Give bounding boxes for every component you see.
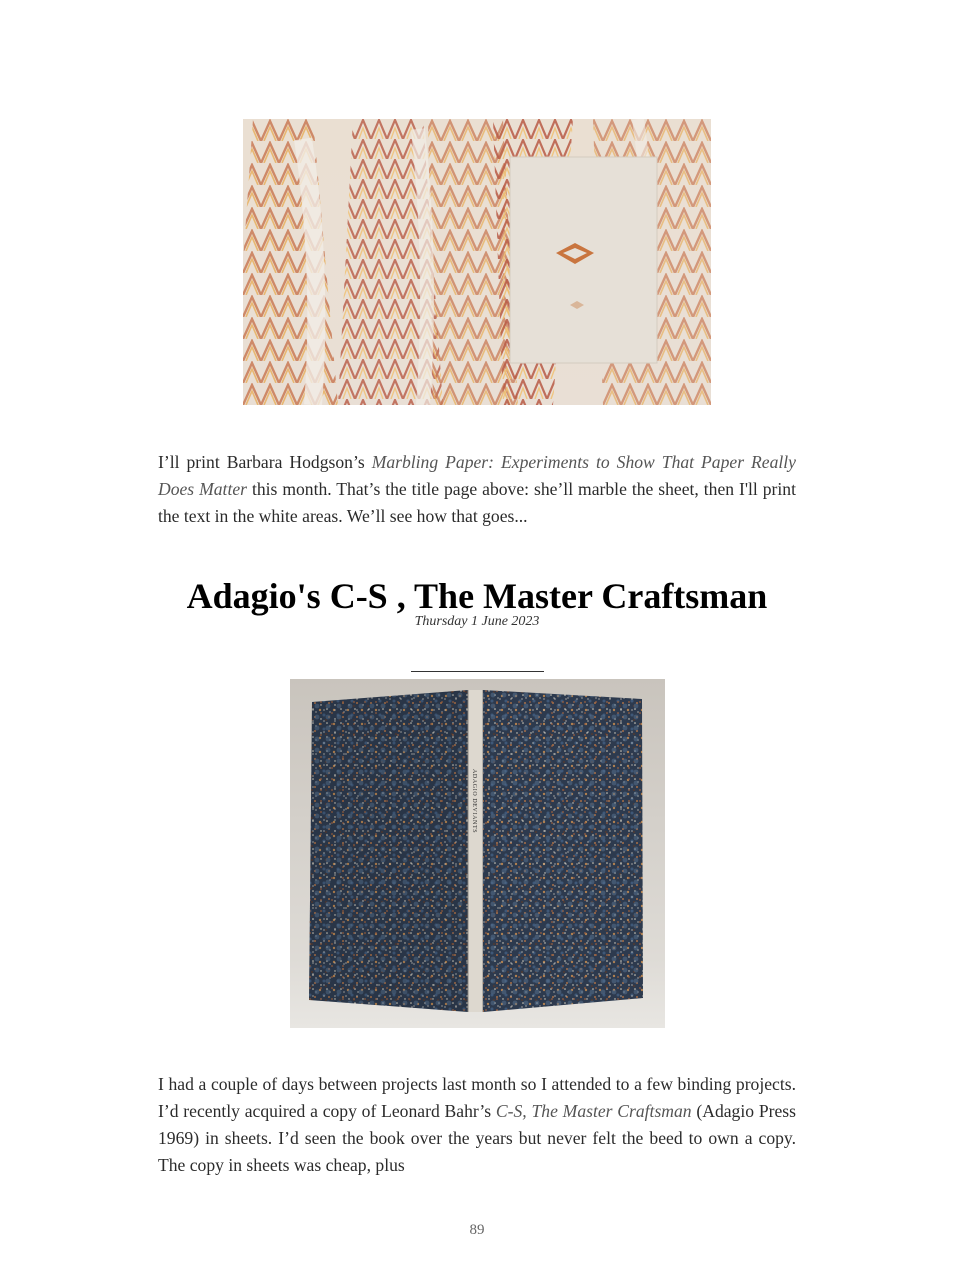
intro-book-title: Marbling Paper: Experiments to Show That Paper Really Does Matter bbox=[158, 452, 796, 499]
post-title: Adagio's C-S , The Master Craftsman bbox=[186, 576, 768, 616]
intro-paragraph bbox=[158, 449, 796, 530]
marbled-paper-illustration bbox=[243, 119, 711, 405]
post-date: Thursday 1 June 2023 bbox=[414, 614, 540, 629]
book-illustration bbox=[290, 679, 665, 1028]
book-image bbox=[290, 679, 665, 1028]
body-text-end: (Adagio Press 1969) in sheets. I’d seen the book over the years but never felt the beed to own a copy. The copy in sheets was cheap, plus bbox=[158, 1101, 796, 1175]
marbled-paper-image bbox=[243, 119, 711, 405]
intro-text-end: this month. That’s the title page above: she’ll marble the sheet, then I'll print the text in the white areas. We’ll see how that goes... bbox=[158, 479, 796, 526]
spine-label: ADAGIO DEVIANTS bbox=[471, 769, 477, 834]
body-text-start: I had a couple of days between projects last month so I attended to a few binding projects. I’d recently acquired a copy of Leonard Bahr’s bbox=[158, 1074, 796, 1121]
body-book-title: C-S, The Master Craftsman bbox=[495, 1101, 692, 1121]
body-paragraph bbox=[158, 1071, 796, 1179]
divider bbox=[411, 671, 544, 672]
intro-text-start: I’ll print Barbara Hodgson’s bbox=[158, 452, 372, 472]
page-number: 89 bbox=[469, 1222, 485, 1238]
